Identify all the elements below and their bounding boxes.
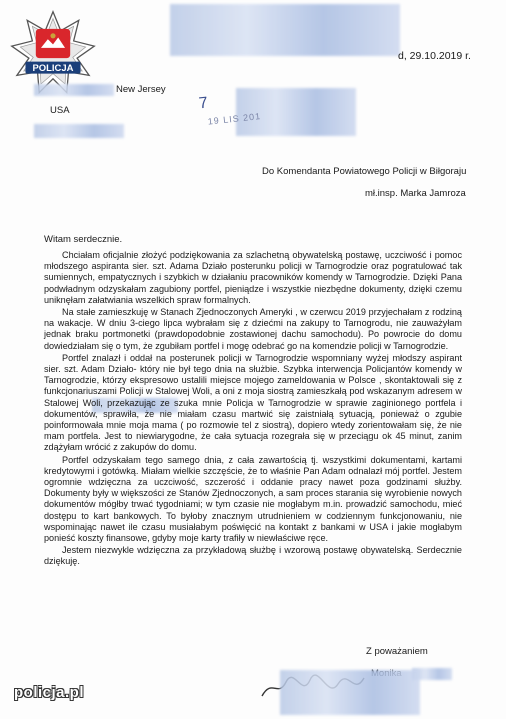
stamp-number: 7 <box>197 94 209 113</box>
paragraph: Portfel odzyskałam tego samego dnia, z cała zawartością tj. wszystkimi dokumentami, kartami kredytowymi i gotówką. Miałam wielkie szczęście, że to właśnie Pan Adam odnalazł mój portfel. Jestem ogromnie wdzięczna za uczciwość, szczerość i oddanie pracy nawet poza godzinami służby. Dokumenty były w większości ze Stanów Zjednoczonych, a sam proces starania się wyrobienie nowych dokumentów mógłby trwać tygodniami; w tym czasie nie mogłabym m.in. prowadzić samochodu, mieć dostępu to kart bankowych. To byłoby znacznym utrudnieniem w codziennym funkcjonowaniu, nie wspominając nawet ile czasu musiałabym poświęcić na kontakt z bankami w USA i jakie mogłabym ponieść koszty finansowe, gdyby moje karty trafiły w niewłaściwe ręce. <box>44 454 462 544</box>
letter-date: d, 29.10.2019 r. <box>398 50 471 62</box>
watermark: policja.pl <box>14 684 85 701</box>
closing-regards: Z poważaniem <box>366 646 428 657</box>
paragraph: Na stałe zamieszkuję w Stanach Zjednoczonych Ameryki , w czerwcu 2019 przyjechałam z rodziną na wakacje. W dniu 3-ciego lipca wybrałam się z dziećmi na zakupy to Tarnogrodu, nie zauważyłam jednak braku portmonetki (prawdopodobnie zostawionej dachu samochodu). Po powrocie do domu dowiedziałam się o tym, że zgubiłam portfel i mogę odebrać go na komendzie policji w Tarnogrodzie. <box>44 307 462 351</box>
letter-body <box>44 250 462 569</box>
receipt-stamp <box>195 88 269 137</box>
paragraph: Jestem niezwykle wdzięczna za przykładową służbę i wzorową postawę obywatelską. Serdecznie dziękuję. <box>44 545 462 567</box>
redaction-block <box>280 670 420 715</box>
logo-text: POLICJA <box>32 63 74 75</box>
paragraph: Chciałam oficjalnie złożyć podziękowania za szlachetną obywatelską postawę, uczciwość i pomoc młodszego aspiranta sier. szt. Adama Działo posterunku policji w Tarnogrodzie oraz pogratulować tak sumiennych, empatycznych i szybkich w działaniu pracowników komendy w Tarnogrodzie. Dzięki Pana podwładnym odzyskałam zagubiony portfel, pieniądze i wszystkie niezbędne dokumenty, dzięki czemu uniknęłam załatwiania wszelkich spraw formalnych. <box>44 250 462 305</box>
recipient-line-1: Do Komendanta Powiatowego Policji w Biłgoraju <box>262 166 467 177</box>
sender-city: New Jersey <box>116 84 166 95</box>
recipient-line-2: mł.insp. Marka Jamroza <box>365 188 466 199</box>
stamp-date: 19 LIS 201 <box>207 111 262 127</box>
greeting: Witam serdecznie. <box>44 234 123 245</box>
redaction-block <box>34 84 114 96</box>
redaction-block <box>34 124 124 138</box>
redaction-block <box>170 4 400 56</box>
paragraph: Portfel znalazł i oddał na posterunek policji w Tarnogrodzie wspomniany wyżej młodszy aspirant sier. szt. Adam Działo- który nie był tego dnia na służbie. Szybka interwencja Policjantów komendy w Tarnogrodzie, którzy ekspresowo ustalili miejsce mojego zameldowania w Polsce , skontaktowali się z funkcjonariuszami Policji w Stalowej Woli, a oni z moja siostrą zamieszkałą pod wskazanym adresem w Stalowej Woli, przekazując ze szuka mnie Policja w Tarnogrodzie w sprawie zaginionego portfela i dokumentów, sprawiła, że nie miałam czasu martwić się zaistniałą sytuacją, ponieważ o zgubie poinformowała mnie moja mama ( po rozmowie tel z siostrą), dopiero wtedy zorientowałam się, że nie mam portfela. Jest to niewiarygodne, że cała sytuacja rozegrała się w przeciągu ok 45 minut, zanim zdążyłam wrócić z zakupów do domu. <box>44 352 462 453</box>
sender-country: USA <box>50 105 70 116</box>
